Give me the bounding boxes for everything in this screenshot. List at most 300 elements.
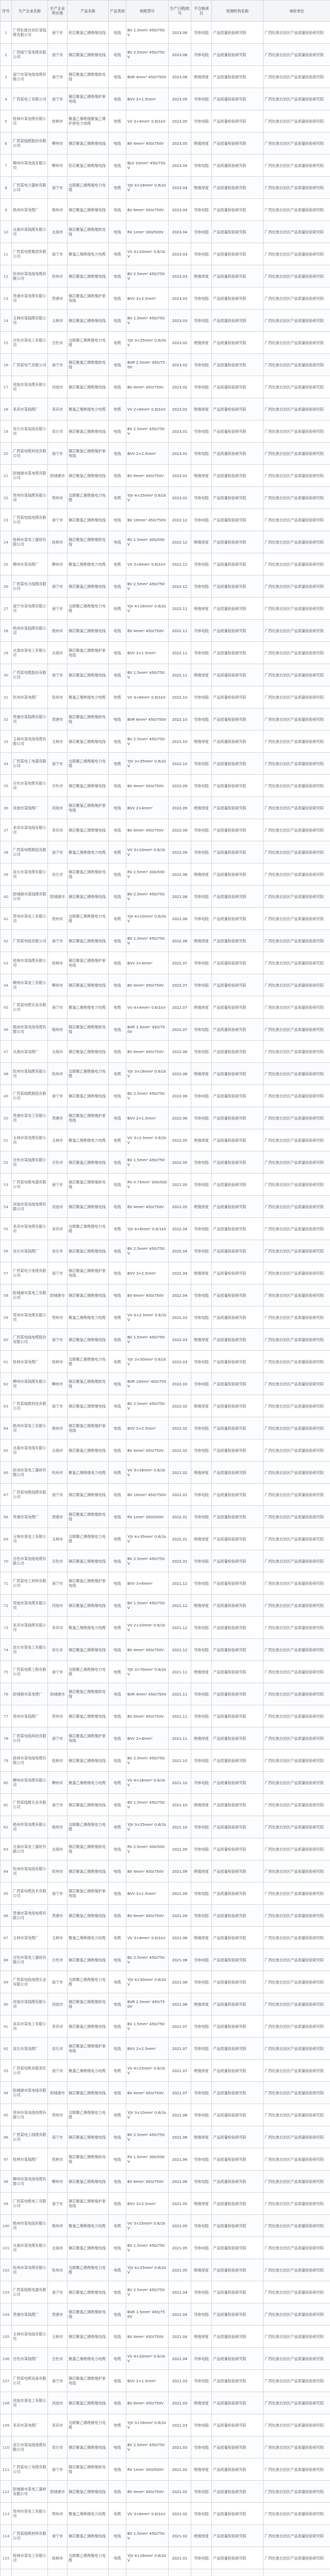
table-cell: 102	[1, 2259, 12, 2281]
table-cell: 广西壮族自治区产品质量检验研究院	[263, 265, 330, 287]
table-cell: BVR 1.5mm² 450/750V	[126, 2303, 169, 2326]
table-cell: 南宁市	[48, 66, 68, 88]
table-cell: 交联聚乙烯绝缘电力电缆	[68, 177, 109, 199]
table-cell: 电线	[109, 132, 126, 155]
table-cell: 电线	[109, 465, 126, 487]
table-cell: 2021.10	[169, 1794, 191, 1816]
table-cell: 2022.03	[169, 1351, 191, 1373]
table-cell: 电缆	[109, 686, 126, 708]
table-cell: BVR 6mm² 450/750V	[126, 708, 169, 731]
table-cell: 广西壮族自治区产品质量检验研究院	[263, 1041, 330, 1063]
table-cell: 2021.11	[169, 1705, 191, 1727]
table-cell: 广西某电缆股份有限公司	[12, 664, 48, 686]
table-cell: BVR 2.5mm² 450/750V	[126, 354, 169, 376]
table-cell: 产品质量检验研究院	[212, 132, 263, 155]
table-cell: 广西壮族自治区产品质量检验研究院	[263, 1572, 330, 1595]
table-cell: 铜芯聚氯乙烯绝缘护套电线	[68, 642, 109, 664]
table-cell: 2022.02	[169, 1462, 191, 1484]
table-cell: 2023.01	[169, 465, 191, 487]
table-cell: 广西壮族自治区产品质量检验研究院	[263, 487, 330, 509]
table-cell: 铜芯聚氯乙烯绝缘电线	[68, 2082, 109, 2104]
table-cell: 2022.11	[169, 620, 191, 642]
table-cell: 88	[1, 1949, 12, 1971]
table-cell: 百色市	[48, 1550, 68, 1572]
table-row	[1, 1750, 330, 1772]
table-cell: 梧州市某电缆厂	[12, 199, 48, 221]
table-cell: 铜芯聚氯乙烯绝缘护套电线	[68, 2193, 109, 2215]
table-cell: 来宾市	[48, 1218, 68, 1240]
table-cell: BV 2.5mm² 450/750V	[126, 575, 169, 598]
table-row	[1, 2126, 330, 2148]
table-cell: 产品质量检验研究院	[212, 952, 263, 974]
table-cell: 广西壮族自治区产品质量检验研究院	[263, 2348, 330, 2370]
table-cell: 玉林市	[48, 731, 68, 753]
table-cell: VV 3×4mm² 0.6/1kV	[126, 110, 169, 132]
table-cell: 2021.02	[169, 2459, 191, 2481]
table-cell: 北海市某电工器材有限公司	[12, 1838, 48, 1860]
table-cell: 铜芯聚氯乙烯绝缘电线	[68, 775, 109, 797]
table-cell: 产品质量检验研究院	[212, 2414, 263, 2436]
column-header: 生产日期/批号	[169, 1, 191, 22]
table-cell: 产品质量检验研究院	[212, 1196, 263, 1218]
table-cell: 2022.04	[169, 1218, 191, 1240]
table-cell: 交联聚乙烯绝缘电力电缆	[68, 598, 109, 620]
table-cell: 35	[1, 775, 12, 797]
table-cell: BVR 10mm² 450/750V	[126, 1373, 169, 1395]
table-cell: 电线	[109, 1240, 126, 1262]
table-cell: 聚氯乙烯绝缘电力电缆	[68, 686, 109, 708]
table-cell: 2021.01	[169, 2547, 191, 2569]
table-cell: 导体电阻	[191, 908, 212, 930]
table-cell: 2022.07	[169, 952, 191, 974]
table-cell: 产品质量检验研究院	[212, 1993, 263, 2015]
table-cell: 广西壮族自治区产品质量检验研究院	[263, 44, 330, 66]
table-cell: 绝缘厚度	[191, 2259, 212, 2281]
table-cell: 广西壮族自治区产品质量检验研究院	[263, 243, 330, 265]
table-cell: BV 4mm² 450/750V	[126, 132, 169, 155]
table-row	[1, 1462, 330, 1484]
table-cell: 电线	[109, 1085, 126, 1107]
table-cell: 绝缘厚度	[191, 930, 212, 952]
table-cell: 导体电阻	[191, 1085, 212, 1107]
table-cell: 导体电阻	[191, 2436, 212, 2459]
table-cell: 导体电阻	[191, 110, 212, 132]
table-cell: 广西某电工电缆有限公司	[12, 2459, 48, 2481]
table-cell: 铜芯聚氯乙烯绝缘电线	[68, 509, 109, 531]
table-cell: 49	[1, 1085, 12, 1107]
table-cell: 钦州市某电缆有限公司	[12, 2259, 48, 2281]
table-cell: BV 1.5mm² 450/750V	[126, 664, 169, 686]
table-cell: 广西壮族自治区产品质量检验研究院	[263, 708, 330, 731]
table-row	[1, 1240, 330, 1262]
table-cell: 2022.10	[169, 731, 191, 753]
table-cell: 2023.06	[169, 66, 191, 88]
table-cell: 59	[1, 1307, 12, 1329]
table-cell: 交联聚乙烯绝缘电力电缆	[68, 2547, 109, 2569]
table-cell: 广西壮族自治区产品质量检验研究院	[263, 553, 330, 575]
table-cell: 98	[1, 2171, 12, 2193]
table-cell: 2021.12	[169, 1639, 191, 1661]
table-cell	[1, 2569, 12, 2576]
table-cell: 铜芯聚氯乙烯绝缘电线	[68, 2481, 109, 2503]
table-cell: 广西壮族自治区产品质量检验研究院	[263, 908, 330, 930]
table-cell: 电线	[109, 2281, 126, 2303]
table-cell: 广西壮族自治区产品质量检验研究院	[263, 1860, 330, 1883]
table-cell	[212, 2569, 263, 2576]
table-cell: 广西壮族自治区产品质量检验研究院	[263, 2038, 330, 2060]
table-cell: 电线	[109, 952, 126, 974]
table-cell: 76	[1, 1683, 12, 1705]
table-cell: 铜芯聚氯乙烯绝缘软电线	[68, 2148, 109, 2171]
table-cell	[169, 2569, 191, 2576]
table-cell: BVR 1.5mm² 450/750V	[126, 1019, 169, 1041]
table-cell	[263, 2569, 330, 2576]
table-cell: 111	[1, 2459, 12, 2481]
table-cell: 广西某电工材料有限公司	[12, 1572, 48, 1595]
table-cell: 南宁市	[48, 2525, 68, 2547]
table-cell: 广西壮族自治区产品质量检验研究院	[263, 1373, 330, 1395]
table-cell: BVV 3×6mm²	[126, 1572, 169, 1595]
table-cell: 电线	[109, 863, 126, 886]
table-cell: 电线	[109, 575, 126, 598]
table-cell: 2023.01	[169, 487, 191, 509]
table-cell: 电线	[109, 22, 126, 44]
table-cell: 铜芯聚氯乙烯绝缘电线	[68, 1639, 109, 1661]
table-cell: 南宁市	[48, 1883, 68, 1905]
table-cell: 114	[1, 2525, 12, 2547]
table-cell: 电线	[109, 1439, 126, 1462]
table-cell: 广西壮族自治区产品质量检验研究院	[263, 66, 330, 88]
table-cell: YJV 4×50mm² 0.6/1kV	[126, 1971, 169, 1993]
table-cell: 导体电阻	[191, 1439, 212, 1462]
table-cell: 产品质量检验研究院	[212, 310, 263, 332]
table-cell: 南宁市	[48, 2459, 68, 2481]
table-cell: 绝缘厚度	[191, 1927, 212, 1949]
table-cell: 广西壮族自治区产品质量检验研究院	[263, 420, 330, 443]
table-cell: 铜芯聚氯乙烯绝缘电线	[68, 620, 109, 642]
table-cell: 河池市	[48, 1993, 68, 2015]
table-cell: 铜芯聚氯乙烯绝缘软电线	[68, 1683, 109, 1705]
table-cell: 梧州市某电线电缆有限公司	[12, 1019, 48, 1041]
table-cell: 61	[1, 1351, 12, 1373]
table-cell: 电线	[109, 265, 126, 287]
table-cell: VV 4×6mm² 0.6/1kV	[126, 686, 169, 708]
table-cell: 铜芯聚氯乙烯绝缘电线	[68, 420, 109, 443]
table-cell: 电线	[109, 1041, 126, 1063]
table-cell: 柳州市某线缆有限公司	[12, 1373, 48, 1395]
table-cell: 来宾市	[48, 398, 68, 420]
table-cell: 广西某电工电器有限公司	[12, 753, 48, 775]
table-cell: 65	[1, 1439, 12, 1462]
table-cell: 导体电阻	[191, 575, 212, 598]
table-cell: BVV 3×2.5mm²	[126, 287, 169, 310]
table-cell: BVV 2×1.5mm²	[126, 88, 169, 110]
table-cell: 南宁市	[48, 354, 68, 376]
table-cell: 电线	[109, 44, 126, 66]
table-cell: 铝芯聚氯乙烯绝缘电线	[68, 22, 109, 44]
table-row	[1, 2303, 330, 2326]
table-cell: 104	[1, 2303, 12, 2326]
table-cell: 钦州市	[48, 686, 68, 708]
table-cell: 南宁市	[48, 1794, 68, 1816]
table-cell: 广西某电缆实业有限公司	[12, 996, 48, 1019]
table-cell: 广西壮族自治区产品质量检验研究院	[263, 775, 330, 797]
table-row	[1, 1971, 330, 1993]
table-cell: 广西壮族自治区产品质量检验研究院	[263, 930, 330, 952]
table-cell: 电线	[109, 199, 126, 221]
table-cell: 2022.05	[169, 1196, 191, 1218]
table-cell: 12	[1, 265, 12, 287]
table-cell: 柳州市某电线电缆有限公司	[12, 2171, 48, 2193]
table-cell: 电线	[109, 2148, 126, 2171]
table-cell: 导体电阻	[191, 1307, 212, 1329]
table-cell: 桂林市某电线电缆有限公司	[12, 1750, 48, 1772]
table-cell: VV 4×25mm² 0.6/1kV	[126, 2060, 169, 2082]
table-cell: YJV 3×10mm² 0.6/1kV	[126, 2104, 169, 2126]
table-row	[1, 2326, 330, 2348]
table-cell: 电缆	[109, 1816, 126, 1838]
table-cell: 产品质量检验研究院	[212, 930, 263, 952]
table-cell: BVV 2×1.5mm²	[126, 1107, 169, 1129]
table-cell: 防城港市某电工有限公司	[12, 1284, 48, 1307]
table-cell: 2021.04	[169, 2326, 191, 2348]
table-cell: 玉林市某电缆有限公司	[12, 1129, 48, 1151]
table-cell: 2021.07	[169, 2082, 191, 2104]
table-cell: 铜芯聚氯乙烯绝缘护套电线	[68, 797, 109, 819]
table-cell: BV 1.5mm² 450/750V	[126, 310, 169, 332]
table-cell	[109, 2569, 126, 2576]
table-cell: 铜芯聚氯乙烯绝缘软电线	[68, 1019, 109, 1041]
table-cell: 2021.06	[169, 2171, 191, 2193]
table-cell: 2022.03	[169, 1373, 191, 1395]
table-cell: 产品质量检验研究院	[212, 598, 263, 620]
table-cell: 电线	[109, 2082, 126, 2104]
table-cell: 产品质量检验研究院	[212, 2171, 263, 2193]
table-cell: 2021.12	[169, 1617, 191, 1639]
table-cell: 导体电阻	[191, 1750, 212, 1772]
table-row	[1, 575, 330, 598]
table-cell: 导体电阻	[191, 1572, 212, 1595]
table-cell: 电线	[109, 1727, 126, 1750]
table-cell: 导体电阻	[191, 2038, 212, 2060]
table-cell: 绝缘厚度	[191, 2326, 212, 2348]
table-cell: 梧州市某电线有限公司	[12, 2215, 48, 2237]
table-cell: 交联聚乙烯绝缘电力电缆	[68, 753, 109, 775]
table-cell: 绝缘厚度	[191, 531, 212, 553]
table-cell: 电缆	[109, 2215, 126, 2237]
table-cell: 84	[1, 1860, 12, 1883]
table-cell: 铜芯聚氯乙烯绝缘电线	[68, 132, 109, 155]
table-cell: 崇左市某电缆有限公司	[12, 863, 48, 886]
table-cell: 广西壮族自治区产品质量检验研究院	[263, 886, 330, 908]
table-cell: 2021.09	[169, 1883, 191, 1905]
table-cell: 电缆	[109, 1129, 126, 1151]
table-cell: 2022.01	[169, 1528, 191, 1550]
table-cell: 柳州市某电缆有限公司	[12, 1772, 48, 1794]
table-cell: 2022.12	[169, 509, 191, 531]
table-cell: 导体电阻	[191, 1240, 212, 1262]
table-cell: 广西壮族自治区产品质量检验研究院	[263, 287, 330, 310]
table-cell: 导体电阻	[191, 642, 212, 664]
table-row	[1, 2503, 330, 2525]
table-cell: 铜芯聚氯乙烯绝缘软电线	[68, 66, 109, 88]
table-cell: 产品质量检验研究院	[212, 1838, 263, 1860]
table-cell: 产品质量检验研究院	[212, 2259, 263, 2281]
table-cell: 广西壮族自治区产品质量检验研究院	[263, 1595, 330, 1617]
table-cell: 铜芯聚氯乙烯绝缘电线	[68, 376, 109, 398]
table-cell: 产品质量检验研究院	[212, 863, 263, 886]
table-cell: 电线	[109, 1417, 126, 1439]
table-cell: 8	[1, 177, 12, 199]
table-cell: 交联聚乙烯绝缘电力电缆	[68, 1528, 109, 1550]
table-cell: 2022.09	[169, 775, 191, 797]
table-cell: 产品质量检验研究院	[212, 753, 263, 775]
table-cell: 51	[1, 1129, 12, 1151]
table-cell: VV 4×16mm² 0.6/1kV	[126, 1772, 169, 1794]
table-cell: 崇左市	[48, 2436, 68, 2459]
table-cell: 2021.11	[169, 1727, 191, 1750]
table-cell: 导体电阻	[191, 243, 212, 265]
table-cell: 导体电阻	[191, 2303, 212, 2326]
table-cell: 29	[1, 642, 12, 664]
table-cell: 电缆	[109, 1307, 126, 1329]
table-cell: 铜芯聚氯乙烯绝缘电线	[68, 1484, 109, 1506]
table-cell: 产品质量检验研究院	[212, 265, 263, 287]
table-cell: 1	[1, 22, 12, 44]
table-row	[1, 1196, 330, 1218]
table-cell: 电线	[109, 2392, 126, 2414]
table-cell: 30	[1, 664, 12, 686]
table-cell: 绝缘厚度	[191, 177, 212, 199]
table-cell: 铜芯聚氯乙烯绝缘护套电线	[68, 1572, 109, 1595]
table-cell: 2021.03	[169, 2370, 191, 2392]
table-cell: 南宁市	[48, 753, 68, 775]
table-cell: 百色市	[48, 332, 68, 354]
table-cell: 导体电阻	[191, 2547, 212, 2569]
table-row	[1, 509, 330, 531]
table-cell: 33	[1, 731, 12, 753]
table-cell: 产品质量检验研究院	[212, 110, 263, 132]
table-cell: 绝缘厚度	[191, 797, 212, 819]
table-cell: 铜芯聚氯乙烯绝缘护套电线	[68, 443, 109, 465]
table-row	[1, 1307, 330, 1329]
table-row	[1, 996, 330, 1019]
table-row	[1, 1129, 330, 1151]
table-cell: 产品质量检验研究院	[212, 2303, 263, 2326]
table-cell: 南宁市	[48, 930, 68, 952]
table-cell: 绝缘厚度	[191, 1595, 212, 1617]
table-cell: 南宁市	[48, 1174, 68, 1196]
table-cell: 广西壮族自治区产品质量检验研究院	[263, 1905, 330, 1927]
table-cell: 绝缘厚度	[191, 2459, 212, 2481]
table-cell: 桂林市某电工器材有限公司	[12, 531, 48, 553]
column-header: 生产企业名称	[12, 1, 48, 22]
table-cell: 电缆	[109, 110, 126, 132]
table-cell: 电缆	[109, 2503, 126, 2525]
table-cell: 广西壮族自治区产品质量检验研究院	[263, 1351, 330, 1373]
table-cell: 电线	[109, 1019, 126, 1041]
table-cell: 2	[1, 44, 12, 66]
table-cell: 防城港市某线缆有限公司	[12, 886, 48, 908]
table-cell: 广西壮族自治区产品质量检验研究院	[263, 996, 330, 1019]
table-cell: 梧州市	[48, 1417, 68, 1439]
table-cell: 绝缘厚度	[191, 1329, 212, 1351]
table-cell: 广西壮族自治区产品质量检验研究院	[263, 1063, 330, 1085]
table-cell: 桂林市	[48, 531, 68, 553]
table-cell: 贺州市	[48, 908, 68, 930]
table-row	[1, 2569, 330, 2576]
table-cell: 广西壮族自治区产品质量检验研究院	[263, 509, 330, 531]
table-cell: 铜芯聚氯乙烯绝缘电线	[68, 1439, 109, 1462]
table-row	[1, 708, 330, 731]
table-cell: 电缆	[109, 1218, 126, 1240]
table-cell: 贵港市某电缆有限公司	[12, 287, 48, 310]
table-cell: 2022.05	[169, 1174, 191, 1196]
table-cell: 电线	[109, 2015, 126, 2038]
table-cell: 广西壮族自治区产品质量检验研究院	[263, 1528, 330, 1550]
table-cell: 南宁市	[48, 2370, 68, 2392]
table-cell: 产品质量检验研究院	[212, 775, 263, 797]
table-cell: 广西壮族自治区产品质量检验研究院	[263, 1506, 330, 1528]
table-cell: 导体电阻	[191, 2215, 212, 2237]
table-row	[1, 177, 330, 199]
table-cell: 导体电阻	[191, 2348, 212, 2370]
table-cell: 2022.05	[169, 1151, 191, 1174]
table-cell: 百色市	[48, 1151, 68, 1174]
table-row	[1, 1617, 330, 1639]
table-cell: 导体电阻	[191, 620, 212, 642]
table-cell: 2022.03	[169, 1307, 191, 1329]
table-cell: 2022.04	[169, 1284, 191, 1307]
table-cell: 60	[1, 1329, 12, 1351]
table-cell: 广西壮族自治区产品质量检验研究院	[263, 2281, 330, 2303]
table-cell: 55	[1, 1218, 12, 1240]
table-cell	[48, 2569, 68, 2576]
table-cell: YJV 4×10mm² 0.6/1kV	[126, 908, 169, 930]
table-cell: 防城港市	[48, 465, 68, 487]
table-cell: 产品质量检验研究院	[212, 974, 263, 996]
table-cell: 广西某电工线缆有限公司	[12, 2126, 48, 2148]
table-row	[1, 1174, 330, 1196]
table-cell: 电线	[109, 287, 126, 310]
table-cell: 45	[1, 996, 12, 1019]
table-cell: 电线	[109, 2459, 126, 2481]
table-row	[1, 1528, 330, 1550]
table-cell: 2022.07	[169, 974, 191, 996]
table-cell: 99	[1, 2193, 12, 2215]
table-cell: 电缆	[109, 1462, 126, 1484]
table-row	[1, 2459, 330, 2481]
table-cell: 48	[1, 1063, 12, 1085]
table-cell: 崇左市	[48, 1639, 68, 1661]
table-cell: 2023.03	[169, 265, 191, 287]
table-cell: YJV 3×35mm² 0.6/1kV	[126, 753, 169, 775]
table-cell: 57	[1, 1262, 12, 1284]
table-cell: 崇左市某电线有限公司	[12, 420, 48, 443]
table-row	[1, 2237, 330, 2259]
table-cell: YJV 4×16mm² 0.6/1kV	[126, 2547, 169, 2569]
table-cell: 导体电阻	[191, 221, 212, 243]
table-cell: 南宁市	[48, 575, 68, 598]
table-cell: BVV 3×2.5mm²	[126, 1262, 169, 1284]
table-cell: 铜芯聚氯乙烯绝缘电线	[68, 2436, 109, 2459]
table-cell: 广西壮族自治区产品质量检验研究院	[263, 376, 330, 398]
table-row	[1, 1484, 330, 1506]
table-cell: 贵港市	[48, 1107, 68, 1129]
table-cell: 广西壮族自治区产品质量检验研究院	[263, 2259, 330, 2281]
table-row	[1, 598, 330, 620]
table-cell: 铜芯聚氯乙烯绝缘护套电线	[68, 1107, 109, 1129]
